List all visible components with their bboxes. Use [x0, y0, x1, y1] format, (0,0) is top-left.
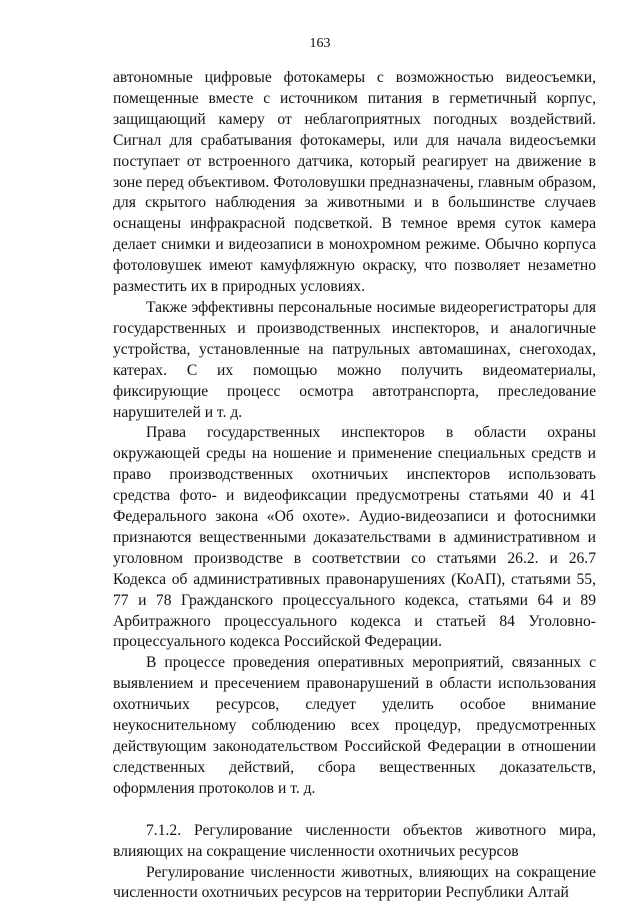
paragraph-regulation: Регулирование численности животных, влияющих на сокращение численности охотничьих ресурсов на территории Республики Алтай — [113, 863, 596, 902]
section-heading: 7.1.2. Регулирование численности объектов животного мира, влияющих на сокращение численности охотничьих ресурсов — [113, 821, 596, 860]
paragraph-inspector-rights: Права государственных инспекторов в области охраны окружающей среды на ношение и применение специальных средств и право производственных охотничьих инспекторов использовать средства фото- и видеофиксации предусмотрены статьями 40 и 41 Федерального закона «Об охоте». Аудио-видеозаписи и фотоснимки признаются вещественными доказательствами в административном и уголовном производстве в соответствии со статьями 26.2. и 26.7 Кодекса об административных правонарушениях (КоАП), статьями 55, 77 и 78 Гражданского процессуального кодекса, статьями 64 и 89 Арбитражного процессуального кодекса и статьей 84 Уголовно-процессуального кодекса Российской Федерации. — [113, 424, 596, 651]
page-body — [113, 68, 596, 904]
paragraph-procedures: В процессе проведения оперативных мероприятий, связанных с выявлением и пресечением правонарушений в области использования охотничьих ресурсов, следует уделить особое внимание неукоснительному соблюдению всех процедур, предусмотренных действующим законодательством Российской Федерации в отношении следственных действий, сбора вещественных доказательств, оформления протоколов и т. д. — [113, 654, 596, 797]
paragraph-camera-traps: автономные цифровые фотокамеры с возможностью видеосъемки, помещенные вместе с источником питания в герметичный корпус, защищающий камеру от неблагоприятных погодных воздействий. Сигнал для срабатывания фотокамеры, или для начала видеосъемки поступает от встроенного датчика, который реагирует на движение в зоне перед объективом. Фотоловушки предназначены, главным образом, для скрытого наблюдения за животными и в большинстве случаев оснащены инфракрасной подсветкой. В темное время суток камера делает снимки и видеозаписи в монохромном режиме. Обычно корпуса фотоловушек имеют камуфляжную окраску, что позволяет незаметно разместить их в природных условиях. — [113, 69, 596, 296]
paragraph-body-cameras: Также эффективны персональные носимые видеорегистраторы для государственных и производственных инспекторов, и аналогичные устройства, установленные на патрульных автомашинах, снегоходах, катерах. С их помощью можно получить видеоматериалы, фиксирующие процесс осмотра автотранспорта, преследование нарушителей и т. д. — [113, 298, 596, 421]
page-number: 163 — [309, 36, 331, 51]
